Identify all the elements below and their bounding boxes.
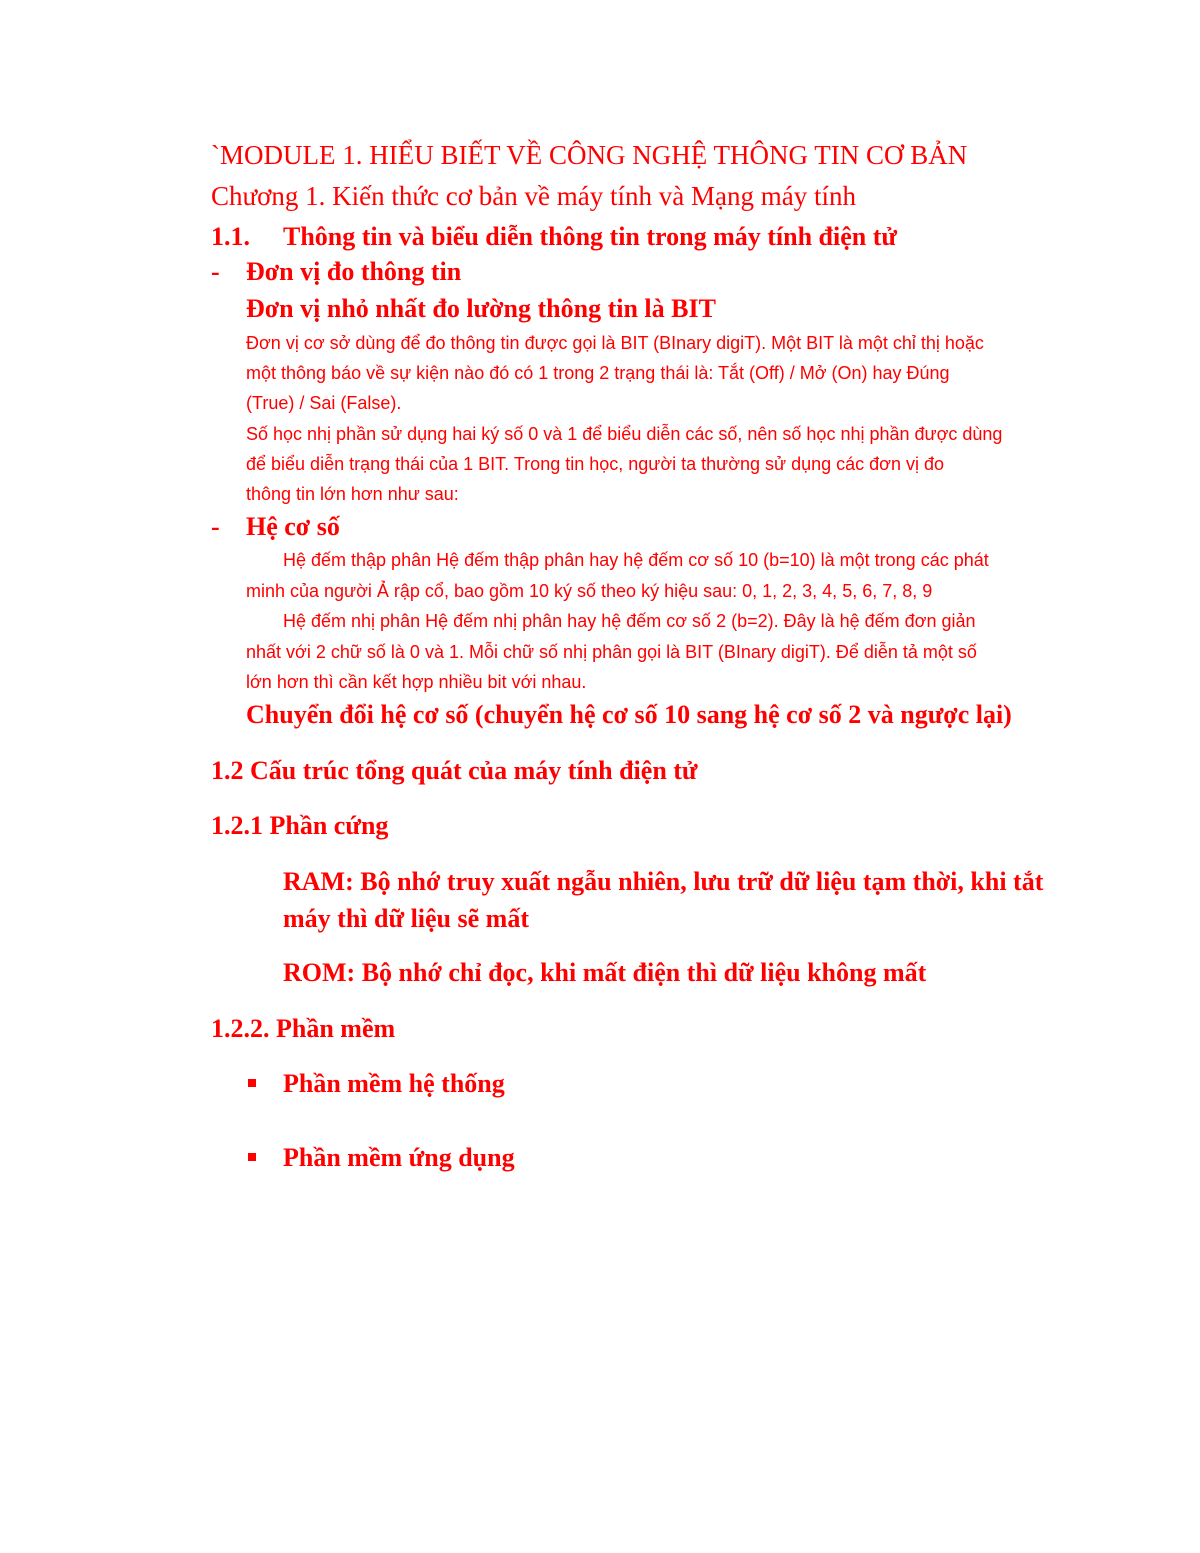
section-1-2: 1.2 Cấu trúc tổng quát của máy tính điện tử (211, 756, 698, 785)
base-bullet: - (211, 512, 220, 541)
unit-heading: Đơn vị đo thông tin (246, 257, 462, 286)
unit-paragraph-line: một thông báo về sự kiện nào đó có 1 trong 2 trạng thái là: Tắt (Off) / Mở (On) hay Đúng (246, 363, 950, 383)
unit-paragraph-line: Đơn vị cơ sở dùng để đo thông tin được gọi là BIT (BInary digiT). Một BIT là một chỉ thị hoặc (246, 333, 984, 353)
unit-bullet: - (211, 257, 220, 286)
ram-line: RAM: Bộ nhớ truy xuất ngẫu nhiên, lưu trữ dữ liệu tạm thời, khi tắt (283, 867, 1044, 896)
decimal-line: Hệ đếm thập phân Hệ đếm thập phân hay hệ đếm cơ số 10 (b=10) là một trong các phát (283, 550, 989, 570)
rom-line: ROM: Bộ nhớ chỉ đọc, khi mất điện thì dữ liệu không mất (283, 958, 927, 987)
unit-paragraph-line: (True) / Sai (False). (246, 393, 402, 413)
section-1-2-1: 1.2.1 Phần cứng (211, 811, 389, 840)
section-1-1-title: Thông tin và biểu diễn thông tin trong máy tính điện tử (283, 222, 897, 251)
software-item: Phần mềm hệ thống (283, 1069, 505, 1098)
section-1-1-number: 1.1. (211, 222, 250, 251)
module-title: `MODULE 1. HIỂU BIẾT VỀ CÔNG NGHỆ THÔNG TIN CƠ BẢN (211, 140, 968, 170)
decimal-line: minh của người Ả rập cổ, bao gồm 10 ký số theo ký hiệu sau: 0, 1, 2, 3, 4, 5, 6, 7, 8, 9 (246, 581, 933, 601)
unit-paragraph-line: để biểu diễn trạng thái của 1 BIT. Trong tin học, người ta thường sử dụng các đơn vị đo (246, 454, 944, 474)
software-item: Phần mềm ứng dụng (283, 1143, 515, 1172)
chapter-title: Chương 1. Kiến thức cơ bản về máy tính và Mạng máy tính (211, 181, 856, 211)
binary-line: Hệ đếm nhị phân Hệ đếm nhị phân hay hệ đếm cơ số 2 (b=2). Đây là hệ đếm đơn giản (283, 611, 976, 631)
square-bullet-icon (248, 1153, 256, 1161)
square-bullet-icon (248, 1079, 256, 1087)
binary-line: nhất với 2 chữ số là 0 và 1. Mỗi chữ số nhị phân gọi là BIT (BInary digiT). Để diễn tả một số (246, 642, 977, 662)
unit-paragraph-line: Số học nhị phần sử dụng hai ký số 0 và 1 để biểu diễn các số, nên số học nhị phần được dùng (246, 424, 1003, 444)
unit-subheading: Đơn vị nhỏ nhất đo lường thông tin là BIT (246, 294, 716, 323)
base-heading: Hệ cơ số (246, 512, 340, 541)
section-1-2-2: 1.2.2. Phần mềm (211, 1014, 396, 1043)
ram-line: máy thì dữ liệu sẽ mất (283, 904, 529, 933)
conversion-heading: Chuyển đổi hệ cơ số (chuyển hệ cơ số 10 sang hệ cơ số 2 và ngược lại) (246, 700, 1012, 729)
binary-line: lớn hơn thì cần kết hợp nhiều bit với nhau. (246, 672, 587, 692)
unit-paragraph-line: thông tin lớn hơn như sau: (246, 484, 459, 504)
